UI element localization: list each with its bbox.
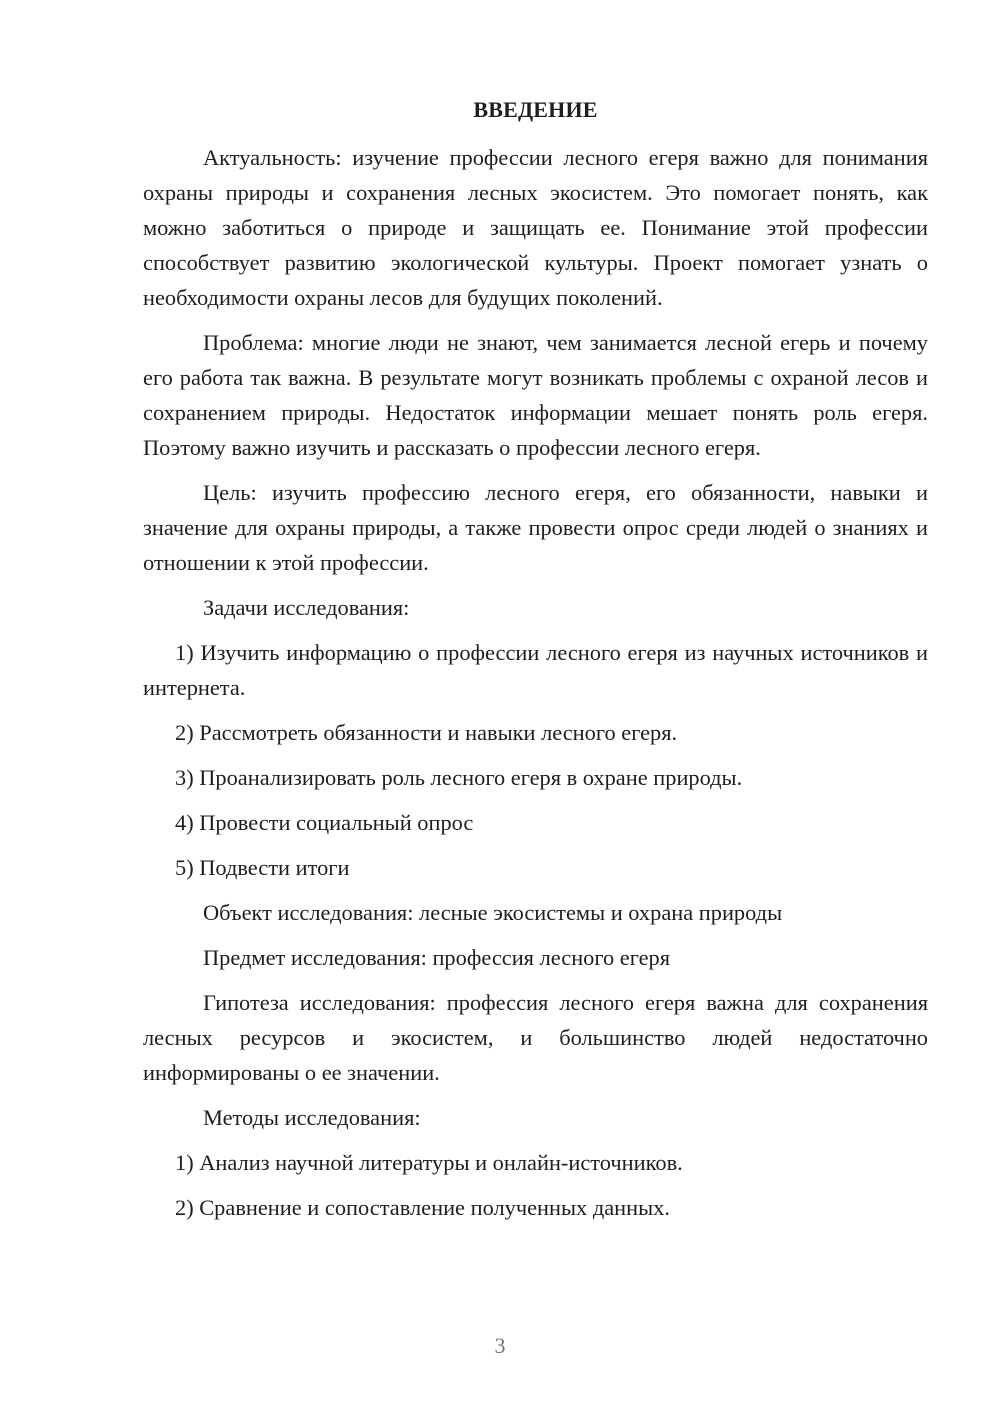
document-page: [143, 95, 928, 1235]
goal-paragraph: Цель: изучить профессию лесного егеря, его обязанности, навыки и значение для охраны природы, а также провести опрос среди людей о знаниях и отношении к этой профессии.: [143, 480, 928, 575]
task-item: 4) Провести социальный опрос: [175, 810, 474, 835]
task-item: 5) Подвести итоги: [175, 855, 350, 880]
method-item: 2) Сравнение и сопоставление полученных данных.: [175, 1195, 670, 1220]
tasks-heading: Задачи исследования:: [203, 595, 410, 620]
hypothesis-paragraph: Гипотеза исследования: профессия лесного егеря важна для сохранения лесных ресурсов и экосистем, и большинство людей недостаточно информированы о ее значении.: [143, 990, 928, 1085]
task-item: 1) Изучить информацию о профессии лесного егеря из научных источников и интернета.: [143, 640, 928, 700]
methods-list: [143, 1145, 928, 1225]
methods-heading: Методы исследования:: [203, 1105, 421, 1130]
method-item: 1) Анализ научной литературы и онлайн-источников.: [175, 1150, 683, 1175]
tasks-list: [143, 635, 928, 885]
page-number: 3: [494, 1333, 506, 1358]
problem-paragraph: Проблема: многие люди не знают, чем занимается лесной егерь и почему его работа так важна. В результате могут возникать проблемы с охраной лесов и сохранением природы. Недостаток информации мешает понять роль егеря. Поэтому важно изучить и рассказать о профессии лесного егеря.: [143, 330, 928, 460]
subject-line: Предмет исследования: профессия лесного егеря: [203, 945, 671, 970]
section-title: ВВЕДЕНИЕ: [473, 97, 598, 122]
relevance-paragraph: Актуальность: изучение профессии лесного егеря важно для понимания охраны природы и сохранения лесных экосистем. Это помогает понять, как можно заботиться о природе и защищать ее. Понимание этой профессии способствует развитию экологической культуры. Проект помогает узнать о необходимости охраны лесов для будущих поколений.: [143, 145, 928, 310]
object-line: Объект исследования: лесные экосистемы и охрана природы: [203, 900, 783, 925]
task-item: 3) Проанализировать роль лесного егеря в охране природы.: [175, 765, 743, 790]
task-item: 2) Рассмотреть обязанности и навыки лесного егеря.: [175, 720, 678, 745]
